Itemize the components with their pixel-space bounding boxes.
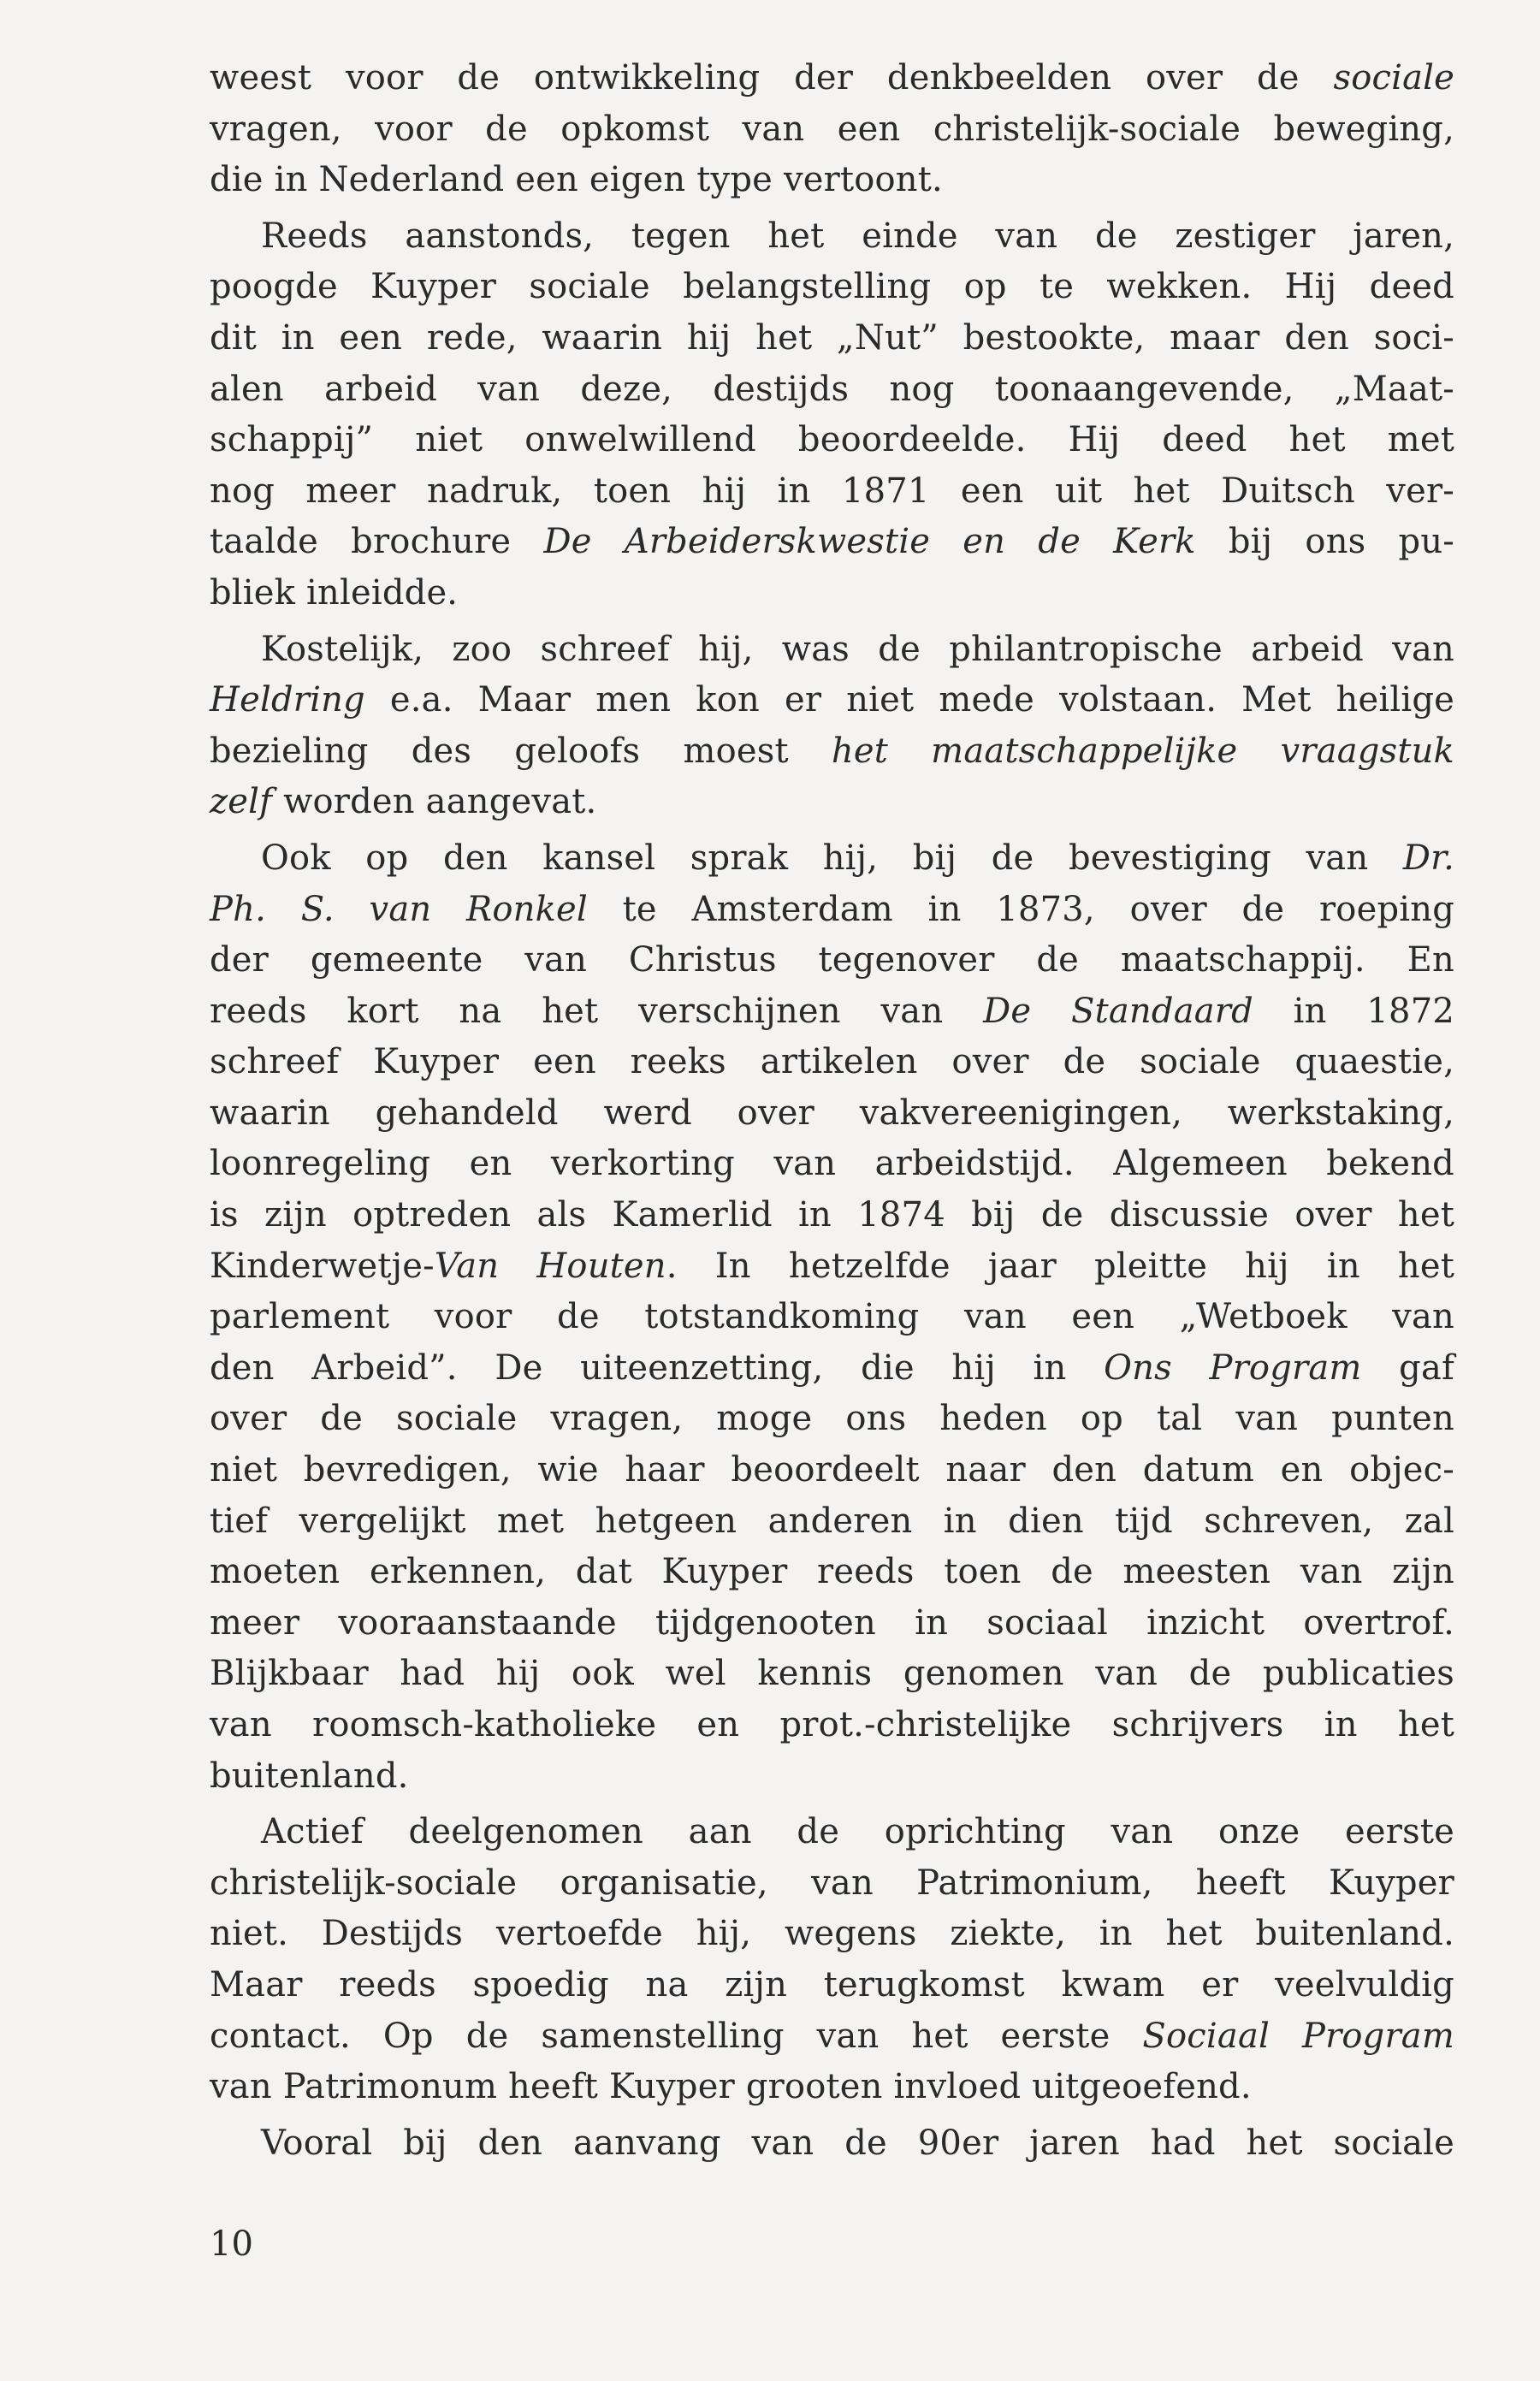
paragraph [210,625,1454,828]
text-line: vragen, voor de opkomst van een christelijk-sociale beweging, [210,109,1454,149]
text-line: Kinderwetje-Van Houten. In hetzelfde jaar pleitte hij in het [210,1246,1454,1286]
paragraph [210,53,1454,206]
text-line: zelf worden aangevat. [210,782,597,822]
text-line: nog meer nadruk, toen hij in 1871 een uit het Duitsch ver- [210,471,1454,511]
text-line: tief vergelijkt met hetgeen anderen in dien tijd schreven, zal [210,1501,1454,1541]
text-line: niet. Destijds vertoefde hij, wegens ziekte, in het buitenland. [210,1914,1454,1954]
text-line: bliek inleidde. [210,572,459,613]
text-line: is zijn optreden als Kamerlid in 1874 bij de discussie over het [210,1195,1454,1235]
text-line: den Arbeid”. De uiteenzetting, die hij in Ons Program gaf [210,1347,1454,1388]
text-line: waarin gehandeld werd over vakvereenigingen, werkstaking, [210,1093,1454,1133]
text-line: meer vooraanstaande tijdgenooten in sociaal inzicht overtrof. [210,1602,1454,1643]
text-line: Actief deelgenomen aan de oprichting van onze eerste [261,1812,1454,1852]
text-line: Maar reeds spoedig na zijn terugkomst kwam er veelvuldig [210,1964,1454,2005]
text-line: die in Nederland een eigen type vertoont. [210,160,943,200]
text-line: van Patrimonum heeft Kuyper grooten invloed uitgeoefend. [210,2067,1252,2107]
paragraph [210,1807,1454,2113]
text-line: reeds kort na het verschijnen van De Standaard in 1872 [210,991,1454,1031]
paragraph [210,833,1454,1802]
text-line: schreef Kuyper een reeks artikelen over de sociale quaestie, [210,1042,1454,1082]
text-line: van roomsch-katholieke en prot.-christelijke schrijvers in het [210,1705,1454,1744]
text-line: dit in een rede, waarin hij het „Nut” bestookte, maar den soci- [210,317,1454,358]
text-line: Heldring e.a. Maar men kon er niet mede volstaan. Met heilige [210,680,1454,720]
text-line: Reeds aanstonds, tegen het einde van de zestiger jaren, [261,216,1454,256]
text-line: schappij” niet onwelwillend beoordeelde. Hij deed het met [210,420,1454,460]
paragraph [210,211,1454,619]
text-line: contact. Op de samenstelling van het eerste Sociaal Program [210,2016,1454,2056]
text-line: christelijk-sociale organisatie, van Patrimonium, heeft Kuyper [210,1863,1454,1903]
text-line: der gemeente van Christus tegenover de maatschappij. En [210,940,1454,980]
page-number: 10 [210,2224,253,2264]
text-line: Blijkbaar had hij ook wel kennis genomen van de publicaties [210,1654,1454,1694]
text-line: weest voor de ontwikkeling der denkbeelden over de sociale [210,58,1454,98]
text-line: alen arbeid van deze, destijds nog toonaangevende, „Maat- [210,369,1454,409]
paragraph [210,2118,1454,2170]
text-line: moeten erkennen, dat Kuyper reeds toen de meesten van zijn [210,1552,1454,1592]
text-line: Vooral bij den aanvang van de 90er jaren had het sociale [261,2123,1454,2163]
text-line: Ook op den kansel sprak hij, bij de bevestiging van Dr. [261,838,1454,878]
text-line: parlement voor de totstandkoming van een „Wetboek van [210,1297,1454,1337]
text-line: poogde Kuyper sociale belangstelling op te wekken. Hij deed [210,267,1454,307]
page-body [210,53,1454,2169]
text-line: over de sociale vragen, moge ons heden op tal van punten [210,1399,1454,1439]
text-line: Ph. S. van Ronkel te Amsterdam in 1873, over de roeping [210,889,1455,929]
text-line: niet bevredigen, wie haar beoordeelt naar den datum en objec- [210,1450,1454,1490]
text-line: bezieling des geloofs moest het maatschappelijke vraagstuk [210,731,1454,771]
text-line: loonregeling en verkorting van arbeidstijd. Algemeen bekend [210,1144,1454,1184]
text-line: buitenland. [210,1756,409,1796]
text-line: Kostelijk, zoo schreef hij, was de philantropische arbeid van [261,629,1454,669]
text-line: taalde brochure De Arbeiderskwestie en de Kerk bij ons pu- [210,522,1455,562]
